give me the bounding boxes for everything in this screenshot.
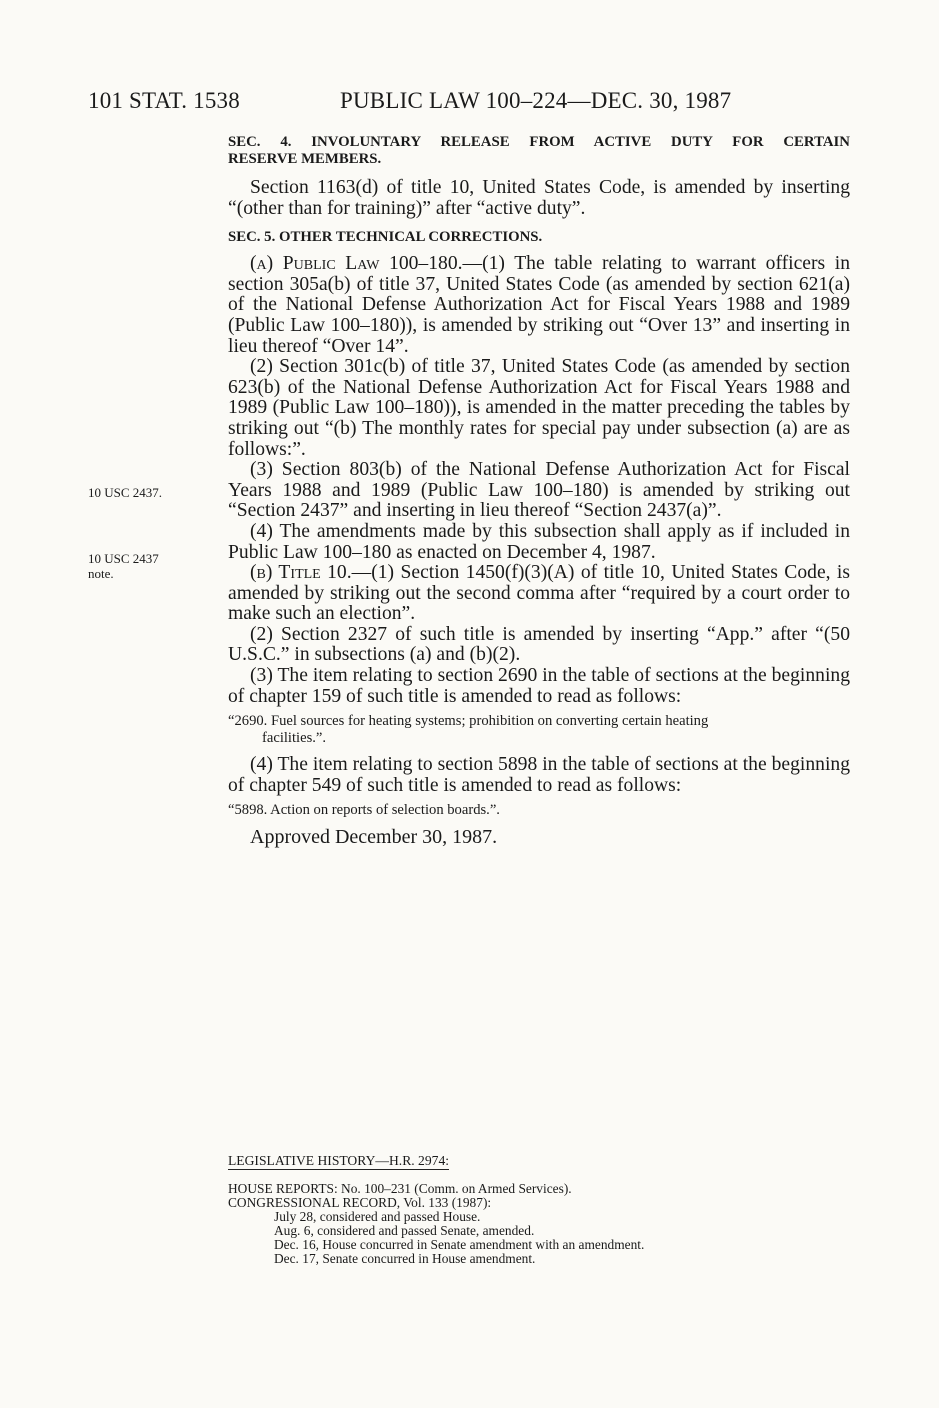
record-entry: Aug. 6, considered and passed Senate, amended.: [274, 1223, 535, 1238]
congressional-record: CONGRESSIONAL RECORD, Vol. 133 (1987):: [228, 1195, 492, 1210]
subsection-a-paragraph-4: (4) The amendments made by this subsection shall apply as if included in Public Law 100–180 as enacted on December 4, 1987.: [228, 520, 850, 563]
quoted-section-2690: [228, 713, 850, 747]
subsection-b-label: (b) Title: [250, 562, 321, 584]
subsection-b-paragraph-1: [228, 563, 850, 625]
subsection-a-1-text: 100–180.—(1) The table relating to warrant officers in section 305a(b) of title 37, United States Code (as amended by section 621(a) of the National Defense Authorization Act for Fiscal Years 1988 and 1989 (Public Law 100–180)), is amended by striking out “Over 13” and inserting in lieu thereof “Over 14”.: [228, 253, 850, 357]
section-4-text: Section 1163(d) of title 10, United States Code, is amended by inserting “(other than for training)” after “active duty”.: [228, 177, 850, 219]
house-reports: HOUSE REPORTS: No. 100–231 (Comm. on Armed Services).: [228, 1181, 572, 1196]
section-5-heading: SEC. 5. OTHER TECHNICAL CORRECTIONS.: [228, 229, 543, 246]
margin-note-10-usc-2437-note: [88, 551, 208, 581]
subsection-a-paragraph-2: (2) Section 301c(b) of title 37, United States Code (as amended by section 623(b) of the National Defense Authorization Act for Fiscal Years 1988 and 1989 (Public Law 100–180)), is amended in the matter preceding the tables by striking out “(b) The monthly rates for special pay under subsection (a) are as follows:”.: [228, 356, 850, 460]
approval-date: Approved December 30, 1987.: [250, 826, 498, 849]
section-4-heading-line2: RESERVE MEMBERS.: [228, 151, 382, 167]
subsection-b-1-text: 10.—(1) Section 1450(f)(3)(A) of title 10, United States Code, is amended by striking out the second comma after “required by a court order to make such an election”.: [228, 562, 851, 625]
section-4-heading-line1: SEC. 4. INVOLUNTARY RELEASE FROM ACTIVE DUTY FOR CERTAIN: [228, 134, 850, 150]
margin-note-10-usc-2437: 10 USC 2437.: [88, 485, 163, 500]
subsection-b-paragraph-3: (3) The item relating to section 2690 in the table of sections at the beginning of chapter 159 of such title is amended to read as follows:: [228, 665, 850, 707]
record-entry: July 28, considered and passed House.: [274, 1209, 481, 1224]
quoted-section-2690-line2: facilities.”.: [262, 730, 327, 747]
quoted-section-2690-line1: “2690. Fuel sources for heating systems; prohibition on converting certain heating: [228, 713, 709, 730]
section-4-heading: [228, 134, 850, 168]
legislative-history: [228, 1154, 848, 1266]
stat-page-number: 101 STAT. 1538: [88, 88, 240, 113]
subsection-a-paragraph-1: [228, 254, 850, 357]
subsection-b-paragraph-4: (4) The item relating to section 5898 in the table of sections at the beginning of chapter 549 of such title is amended to read as follows:: [228, 754, 850, 796]
legislative-history-title: LEGISLATIVE HISTORY—H.R. 2974:: [228, 1153, 450, 1168]
main-text-column: [228, 134, 850, 848]
record-entry: Dec. 17, Senate concurred in House amendment.: [274, 1251, 536, 1266]
margin-note-2-line1: 10 USC 2437: [88, 551, 159, 566]
quoted-section-5898: “5898. Action on reports of selection boards.”.: [228, 802, 500, 819]
margin-note-2-line2: note.: [88, 566, 114, 581]
subsection-a-label: (a) Public Law: [250, 253, 380, 275]
subsection-a-paragraph-3: (3) Section 803(b) of the National Defense Authorization Act for Fiscal Years 1988 and 1989 (Public Law 100–180) is amended by striking out “Section 2437” and inserting in lieu thereof “Section 2437(a)”.: [228, 459, 850, 522]
subsection-b-paragraph-2: (2) Section 2327 of such title is amended by inserting “App.” after “(50 U.S.C.” in subsections (a) and (b)(2).: [228, 623, 850, 666]
record-entry: Dec. 16, House concurred in Senate amendment with an amendment.: [274, 1237, 645, 1252]
public-law-title: PUBLIC LAW 100–224—DEC. 30, 1987: [340, 88, 732, 113]
